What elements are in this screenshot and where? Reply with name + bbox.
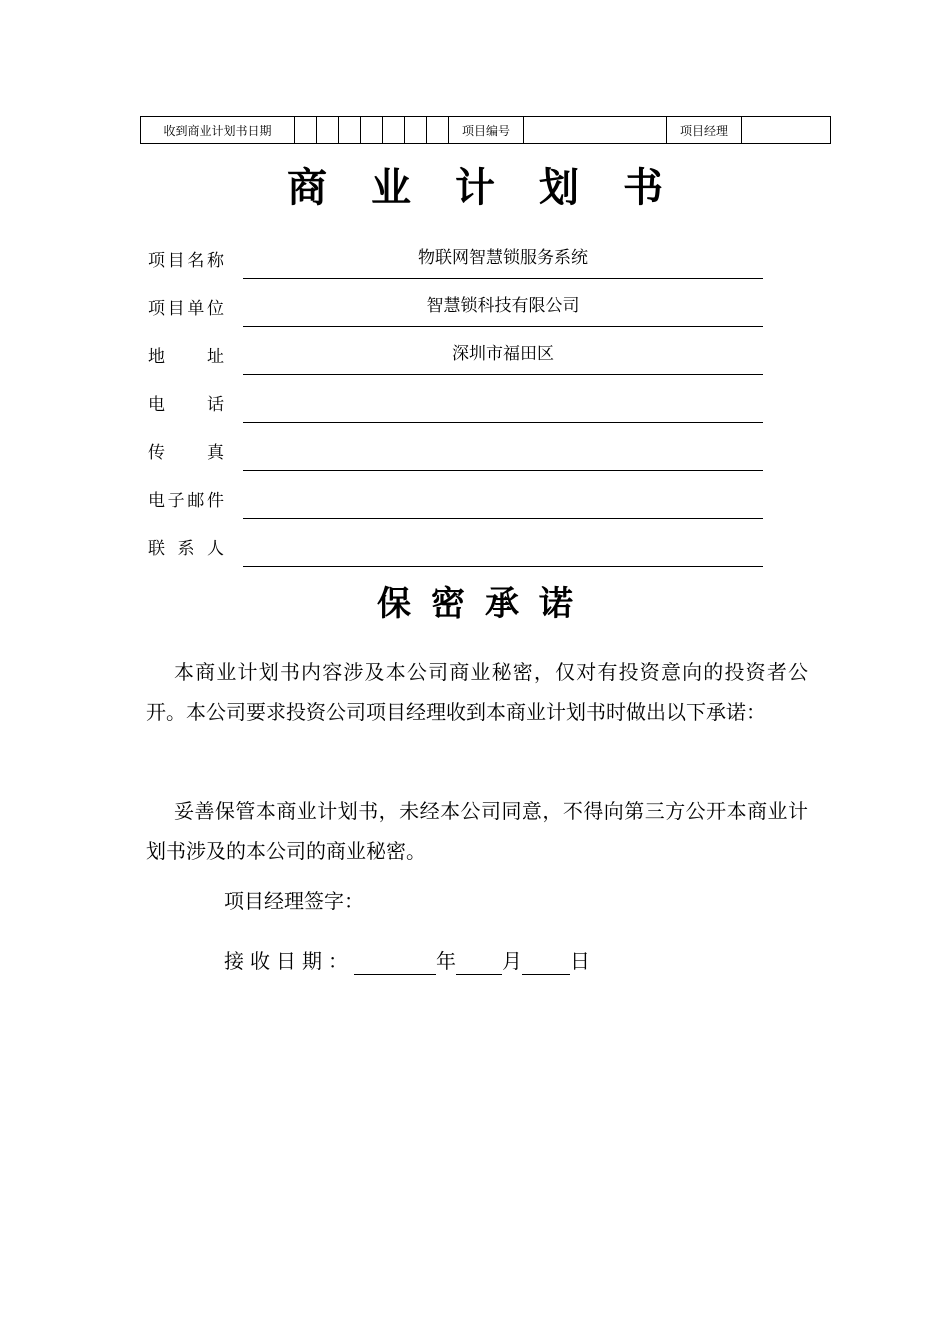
info-label-char: 位 <box>206 298 224 319</box>
info-label-char: 话 <box>207 394 224 415</box>
info-underline <box>243 518 763 519</box>
info-value-field[interactable] <box>243 438 763 462</box>
info-value-field[interactable] <box>243 390 763 414</box>
project-number-label: 项目编号 <box>449 117 524 144</box>
day-blank[interactable] <box>522 952 570 975</box>
info-label-char: 电 <box>148 490 165 511</box>
receive-date-line <box>224 947 590 975</box>
info-value-field[interactable] <box>243 534 763 558</box>
day-label: 日 <box>570 949 590 973</box>
info-label-char: 址 <box>207 346 224 367</box>
info-label-char: 件 <box>206 490 224 511</box>
info-label-char: 称 <box>206 250 224 271</box>
manager-signature-label: 项目经理签字： <box>224 889 364 913</box>
info-label-char: 地 <box>148 346 165 367</box>
info-underline <box>243 422 763 423</box>
date-cell-3[interactable] <box>339 117 361 144</box>
info-label <box>148 342 224 366</box>
info-label-char: 传 <box>148 442 165 463</box>
month-label: 月 <box>502 949 522 973</box>
info-value-field[interactable] <box>243 486 763 510</box>
received-date-label: 收到商业计划书日期 <box>141 117 295 144</box>
document-title: 商业计划书 <box>287 164 707 211</box>
date-cell-4[interactable] <box>361 117 383 144</box>
project-number-value[interactable] <box>524 117 667 144</box>
info-label-char: 电 <box>148 394 165 415</box>
header-table <box>140 116 831 144</box>
receive-date-label: 接收日期： <box>224 949 354 973</box>
date-cell-5[interactable] <box>383 117 405 144</box>
info-label <box>148 438 224 462</box>
info-row <box>148 438 763 486</box>
info-label-char: 系 <box>177 538 195 559</box>
info-label-char: 联 <box>148 538 165 559</box>
info-label <box>148 246 224 270</box>
project-manager-value[interactable] <box>742 117 831 144</box>
month-blank[interactable] <box>456 952 502 975</box>
info-label-char: 项 <box>148 250 165 271</box>
info-label-char: 项 <box>148 298 165 319</box>
info-row <box>148 486 763 534</box>
info-label-char: 目 <box>167 250 185 271</box>
info-row <box>148 294 763 342</box>
info-label <box>148 294 224 318</box>
year-blank[interactable] <box>354 952 436 975</box>
info-underline <box>243 566 763 567</box>
info-label-char: 名 <box>187 250 205 271</box>
date-cell-7[interactable] <box>427 117 449 144</box>
info-label <box>148 486 224 510</box>
info-value-field[interactable]: 物联网智慧锁服务系统 <box>418 248 588 268</box>
year-label: 年 <box>436 949 456 973</box>
info-label-char: 真 <box>207 442 224 463</box>
info-row <box>148 390 763 438</box>
info-row <box>148 246 763 294</box>
info-underline <box>243 470 763 471</box>
info-underline <box>243 278 763 279</box>
info-label-char: 人 <box>207 538 224 559</box>
info-underline <box>243 326 763 327</box>
info-value-field[interactable]: 深圳市福田区 <box>452 344 554 364</box>
info-label-char: 目 <box>167 298 185 319</box>
project-manager-label: 项目经理 <box>667 117 742 144</box>
info-label <box>148 390 224 414</box>
confidentiality-paragraph-2: 妥善保管本商业计划书，未经本公司同意，不得向第三方公开本商业计划书涉及的本公司的商业秘密。 <box>146 799 808 863</box>
date-cell-2[interactable] <box>317 117 339 144</box>
info-label-char: 邮 <box>187 490 205 511</box>
info-row <box>148 342 763 390</box>
confidentiality-title: 保密承诺 <box>377 584 593 624</box>
date-cell-6[interactable] <box>405 117 427 144</box>
info-value-field[interactable]: 智慧锁科技有限公司 <box>426 296 580 316</box>
confidentiality-paragraph-1: 本商业计划书内容涉及本公司商业秘密，仅对有投资意向的投资者公开。本公司要求投资公司项目经理收到本商业计划书时做出以下承诺： <box>146 660 808 724</box>
info-row <box>148 534 763 582</box>
info-label-char: 单 <box>187 298 205 319</box>
info-label-char: 子 <box>167 490 185 511</box>
info-underline <box>243 374 763 375</box>
date-cell-1[interactable] <box>295 117 317 144</box>
info-label <box>148 534 224 558</box>
